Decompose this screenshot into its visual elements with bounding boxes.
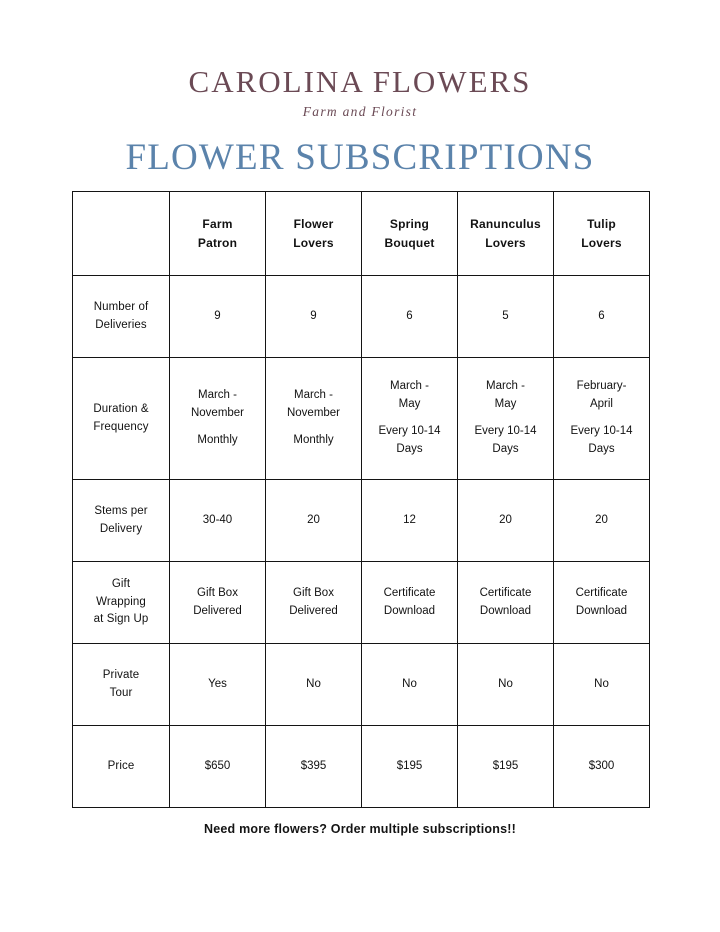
cell-line3: Every 10-14 [378,425,441,437]
brand-name: CAROLINA FLOWERS [188,64,532,99]
column-header-flower-lovers [266,192,362,276]
column-header-farm-patron [170,192,266,276]
cell-line1: $650 [204,759,231,772]
column-header-spring-bouquet [362,192,458,276]
row-header-line2: Delivery [99,522,143,535]
table-corner-cell [73,192,170,276]
row-header-duration-frequency [73,358,170,480]
cell-line1: $195 [396,759,423,772]
page-title: FLOWER SUBSCRIPTIONS [125,137,595,178]
cell-line2: Download [575,604,628,617]
cell-line1: Certificate [479,586,532,599]
subscriptions-table [72,191,650,808]
column-header-ranunculus-lovers [458,192,554,276]
cell-line1: 5 [502,309,509,322]
cell-duration-flower-lovers [266,358,362,480]
row-header-line1: Number of [93,300,149,313]
table-row [73,644,650,726]
cell-deliveries-ranunculus-lovers [458,276,554,358]
cell-line1: Yes [208,677,227,690]
cell-gift-flower-lovers [266,562,362,644]
table-row [73,562,650,644]
cell-line1: March - [390,380,429,393]
cell-line4: Days [396,442,423,455]
cell-line3: Every 10-14 [570,425,633,437]
column-header-line2: Bouquet [384,235,435,250]
cell-line1: Gift Box [197,586,238,599]
cell-line1: No [594,677,609,690]
cell-line1: March - [486,380,525,393]
cell-line1: No [306,677,321,690]
cell-duration-farm-patron [170,358,266,480]
cell-price-spring-bouquet [362,726,458,808]
row-header-gift-wrapping [73,562,170,644]
cell-line2: Download [383,604,436,617]
cell-line1: 6 [406,309,413,322]
row-header-line1: Stems per [94,504,148,517]
cell-price-farm-patron [170,726,266,808]
row-header-line1: Private [102,668,140,681]
column-header-tulip-lovers [554,192,650,276]
cell-deliveries-tulip-lovers [554,276,650,358]
cell-tour-tulip-lovers [554,644,650,726]
column-header-line2: Patron [197,235,238,250]
cell-line1: $395 [300,759,327,772]
cell-spacer [557,414,646,423]
column-header-line1: Farm [202,216,233,231]
row-header-line1: Gift [111,577,131,590]
row-header-line2: Deliveries [95,318,147,331]
cell-deliveries-flower-lovers [266,276,362,358]
table-row [73,358,650,480]
column-header-line2: Lovers [485,235,526,250]
cell-line1: 9 [214,309,221,322]
column-header-line2: Lovers [581,235,622,250]
column-header-line1: Flower [293,216,334,231]
cell-price-flower-lovers [266,726,362,808]
row-header-line3: at Sign Up [93,613,149,626]
cell-tour-spring-bouquet [362,644,458,726]
cell-line3: Every 10-14 [474,425,537,437]
cell-line1: March - [294,389,333,402]
cell-line1: 9 [310,309,317,322]
cell-line1: Certificate [575,586,628,599]
cell-line1: March - [198,389,237,402]
row-header-number-of-deliveries [73,276,170,358]
cell-tour-ranunculus-lovers [458,644,554,726]
cell-line3: Monthly [197,433,238,446]
brand-tagline: Farm and Florist [302,104,418,119]
row-header-stems-per-delivery [73,480,170,562]
cell-gift-ranunculus-lovers [458,562,554,644]
cell-line1: 6 [598,309,605,322]
cell-duration-ranunculus-lovers [458,358,554,480]
cell-line1: Certificate [383,586,436,599]
cell-line1: 30-40 [202,513,233,526]
cell-line2: Download [479,604,532,617]
cell-gift-spring-bouquet [362,562,458,644]
cell-line1: 12 [403,513,416,526]
table-row [73,276,650,358]
cell-line1: $300 [588,759,615,772]
cell-duration-spring-bouquet [362,358,458,480]
row-header-line2: Tour [109,686,133,699]
cell-duration-tulip-lovers [554,358,650,480]
cell-line1: $195 [492,759,519,772]
row-header-line2: Frequency [93,420,149,433]
cell-line2: November [190,407,245,420]
cell-line1: February- [576,380,627,393]
cell-line1: 20 [307,513,320,526]
cell-line1: 20 [595,513,608,526]
cell-price-tulip-lovers [554,726,650,808]
row-header-line2: Wrapping [96,595,146,608]
cell-stems-flower-lovers [266,480,362,562]
cell-line2: May [398,398,421,411]
cell-line1: Gift Box [293,586,334,599]
cell-line2: May [494,398,517,411]
cell-tour-flower-lovers [266,644,362,726]
row-header-price [73,726,170,808]
cell-stems-farm-patron [170,480,266,562]
cell-spacer [269,423,358,432]
row-header-line1: Price [107,759,135,772]
cell-line2: April [589,398,613,411]
cell-spacer [173,423,262,432]
column-header-line1: Tulip [587,216,616,231]
cell-line4: Days [492,442,519,455]
cell-line2: Delivered [289,604,338,617]
column-header-line2: Lovers [293,235,334,250]
cell-line1: No [402,677,417,690]
cell-line4: Days [588,442,615,455]
cell-stems-spring-bouquet [362,480,458,562]
cell-line1: 20 [499,513,512,526]
brand-header [0,64,720,120]
table-header-row [73,192,650,276]
cell-price-ranunculus-lovers [458,726,554,808]
cell-tour-farm-patron [170,644,266,726]
table-row [73,480,650,562]
cell-line1: No [498,677,513,690]
cell-deliveries-farm-patron [170,276,266,358]
cell-line2: Delivered [193,604,242,617]
cell-stems-ranunculus-lovers [458,480,554,562]
cell-stems-tulip-lovers [554,480,650,562]
column-header-line1: Spring [389,216,430,231]
cell-gift-farm-patron [170,562,266,644]
cell-gift-tulip-lovers [554,562,650,644]
cell-deliveries-spring-bouquet [362,276,458,358]
subscriptions-table-wrapper [72,191,649,808]
footnote-text: Need more flowers? Order multiple subscriptions!! [204,822,516,836]
cell-line2: November [286,407,341,420]
row-header-private-tour [73,644,170,726]
cell-line3: Monthly [293,433,334,446]
cell-spacer [461,414,550,423]
cell-spacer [365,414,454,423]
row-header-line1: Duration & [93,402,149,415]
column-header-line1: Ranunculus [470,216,541,231]
table-row [73,726,650,808]
